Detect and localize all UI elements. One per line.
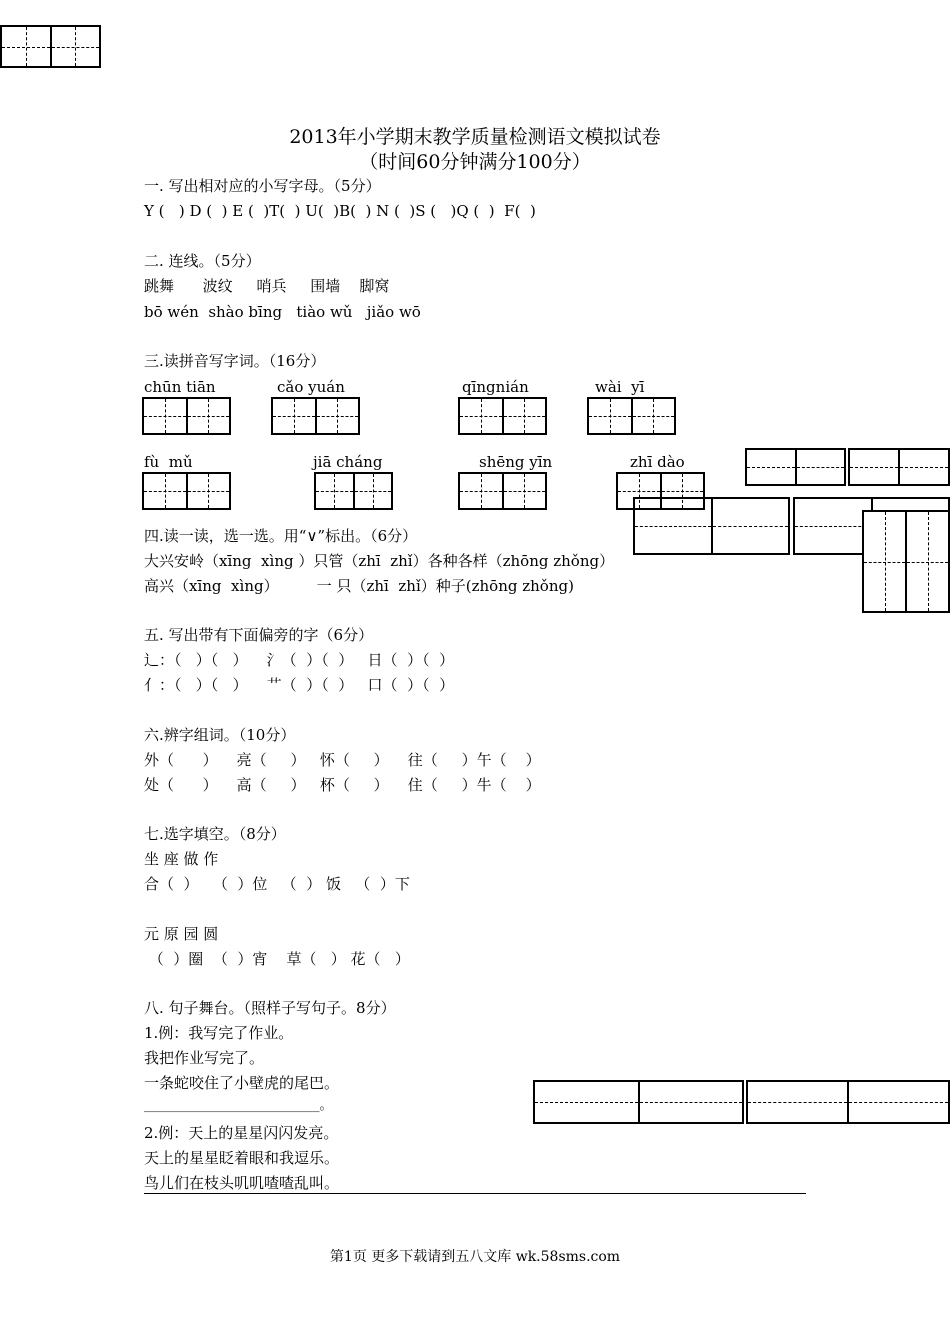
q4-line2: 高兴（xīng xìng） 一 只（zhī zhǐ）种子(zhōng zhǒng): [144, 577, 574, 595]
page-subtitle: （时间60分钟满分100分）: [359, 151, 591, 173]
q8-example1: 1.例：我写完了作业。: [144, 1024, 294, 1042]
q8-blank-line[interactable]: ___________________________。: [144, 1098, 333, 1113]
q4-line1: 大兴安岭（xīng xìng ）只管（zhī zhǐ）各种各样（zhōng zhǒng）: [144, 552, 615, 570]
q7-set2: 元 原 园 圆: [144, 925, 219, 943]
corner-writing-grid: [0, 25, 101, 68]
stray-grid: [848, 448, 950, 486]
q3-pinyin-3: qīngnián: [462, 378, 529, 396]
q4-heading: 四.读一读，选一选。用“∨”标出。（6分）: [144, 527, 418, 545]
q6-line2: 处（ ） 高（ ） 杯（ ） 住（ ）牛（ ）: [144, 776, 541, 794]
q8-example2-answer: 天上的星星眨着眼和我逗乐。: [144, 1149, 340, 1167]
answer-grid[interactable]: [458, 397, 547, 435]
q6-heading: 六.辨字组词。（10分）: [144, 726, 296, 744]
page-title: 2013年小学期末教学质量检测语文模拟试卷: [289, 126, 661, 148]
page-footer: 第1页 更多下载请到五八文库 wk.58sms.com: [329, 1249, 621, 1265]
q3-pinyin-7: shēng yīn: [479, 453, 553, 471]
q7-line2: （ ）圈 （ ）宵 草（ ） 花（ ）: [144, 950, 410, 968]
stray-grid: [862, 510, 950, 613]
q2-words: 跳舞 波纹 哨兵 围墙 脚窝: [144, 277, 390, 295]
answer-grid[interactable]: [271, 397, 360, 435]
q3-pinyin-6: jiā cháng: [313, 453, 383, 471]
answer-grid[interactable]: [458, 472, 547, 510]
q7-heading: 七.选字填空。（8分）: [144, 825, 286, 843]
q8-example2-prompt: 鸟儿们在枝头叽叽喳喳乱叫。: [144, 1174, 340, 1192]
q8-example1-prompt: 一条蛇咬住了小壁虎的尾巴。: [144, 1074, 340, 1092]
stray-grid: [746, 1080, 950, 1124]
answer-grid[interactable]: [314, 472, 393, 510]
stray-grid: [633, 497, 790, 555]
q3-pinyin-2: cǎo yuán: [277, 378, 345, 396]
q8-example1-answer: 我把作业写完了。: [144, 1049, 265, 1067]
q2-pinyin: bō wén shào bīng tiào wǔ jiǎo wō: [144, 303, 421, 321]
q8-example2: 2.例：天上的星星闪闪发亮。: [144, 1124, 339, 1142]
q5-line1: 辶：（ ）（ ） 氵（ ）（ ） 日（ ）（ ）: [144, 651, 455, 669]
q2-heading: 二. 连线。（5分）: [144, 252, 261, 270]
q5-line2: 亻：（ ）（ ） 艹（ ）（ ） 口（ ）（ ）: [144, 676, 455, 694]
q3-pinyin-1: chūn tiān: [144, 378, 216, 396]
answer-grid[interactable]: [142, 472, 231, 510]
q7-set1: 坐 座 做 作: [144, 850, 219, 868]
q8-heading: 八. 句子舞台。（照样子写句子。8分）: [144, 999, 396, 1017]
q1-letters: Y ( ) D ( ) E ( )T( ) U( )B( ) N ( )S ( )Q ( ) F( ): [144, 202, 536, 220]
q6-line1: 外（ ） 亮（ ） 怀（ ） 往（ ）午（ ）: [144, 751, 541, 769]
q3-heading: 三.读拼音写字词。（16分）: [144, 352, 326, 370]
answer-grid[interactable]: [587, 397, 676, 435]
stray-grid: [533, 1080, 744, 1124]
stray-grid: [745, 448, 846, 486]
q1-heading: 一. 写出相对应的小写字母。（5分）: [144, 177, 381, 195]
q5-heading: 五. 写出带有下面偏旁的字（6分）: [144, 626, 374, 644]
answer-grid[interactable]: [142, 397, 231, 435]
q3-pinyin-8: zhī dào: [630, 453, 685, 471]
q3-pinyin-4: wài yī: [595, 378, 645, 396]
answer-line[interactable]: [144, 1193, 806, 1194]
q3-pinyin-5: fù mǔ: [144, 453, 193, 471]
q7-line1: 合（ ） （ ）位 （ ） 饭 （ ）下: [144, 875, 410, 893]
